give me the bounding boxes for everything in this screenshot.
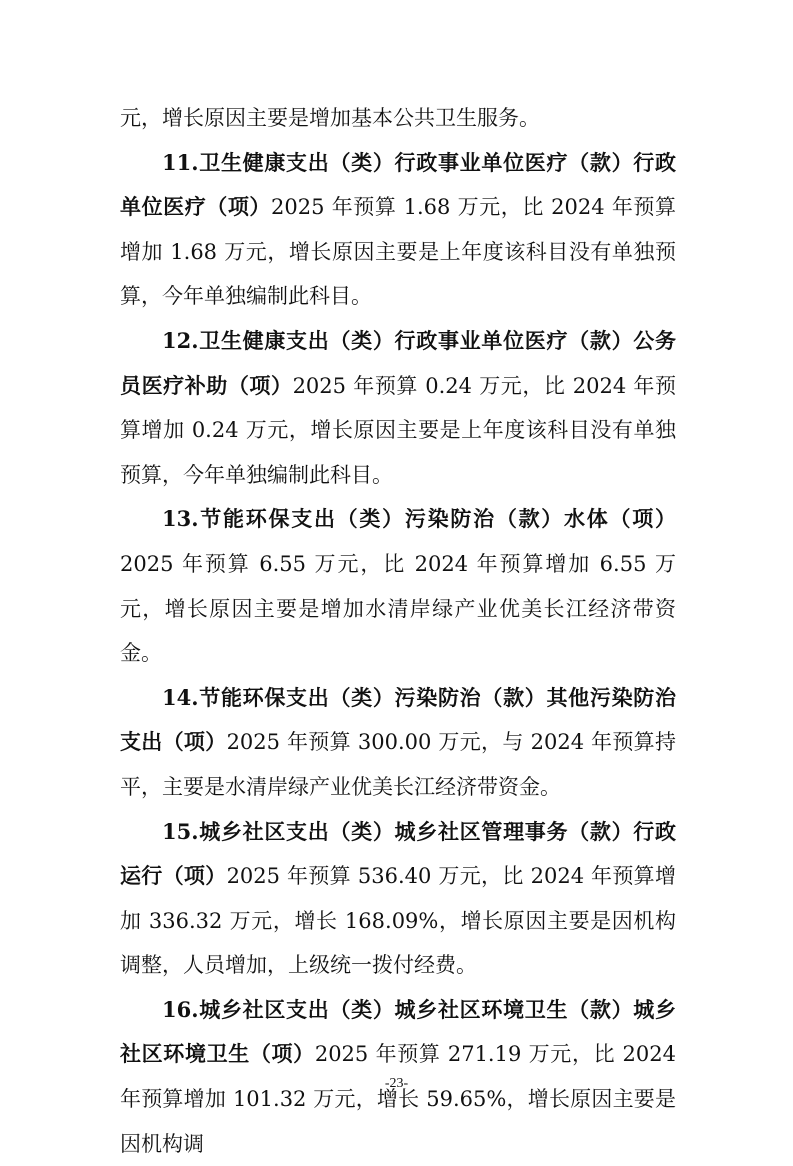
item-body: 2025 年预算 536.40 万元，比 2024 年预算增加 336.32 万元，增长 168.09%，增长原因主要是因机构调整，人员增加，上级统一拨付经费。: [120, 864, 676, 978]
item-body: 2025 年预算 0.24 万元，比 2024 年预算增加 0.24 万元，增长原因主要是上年度该科目没有单独预算，今年单独编制此科目。: [120, 373, 676, 487]
item-heading: 14.节能环保支出（类）污染防治（款）其他污染防治支出（项）: [120, 684, 676, 755]
item-body: 2025 年预算 1.68 万元，比 2024 年预算增加 1.68 万元，增长原因主要是上年度该科目没有单独预算，今年单独编制此科目。: [120, 195, 676, 309]
paragraph-item-11: [120, 141, 676, 319]
item-body: 2025 年预算 6.55 万元，比 2024 年预算增加 6.55 万元，增长原因主要是增加水清岸绿产业优美长江经济带资金。: [120, 551, 676, 666]
paragraph-item-12: [120, 319, 676, 497]
item-body: 2025 年预算 300.00 万元，与 2024 年预算持平，主要是水清岸绿产业优美长江经济带资金。: [120, 730, 676, 799]
item-heading: 11.卫生健康支出（类）行政事业单位医疗（款）行政单位医疗（项）: [120, 149, 676, 220]
item-heading: 13.节能环保支出（类）污染防治（款）水体（项）: [162, 506, 676, 532]
paragraph-item-14: [120, 676, 676, 810]
item-heading: 16.城乡社区支出（类）城乡社区环境卫生（款）城乡社区环境卫生（项）: [120, 996, 676, 1067]
item-body: 2025 年预算 271.19 万元，比 2024 年预算增加 101.32 万元，增长 59.65%，增长原因主要是因机构调: [120, 1042, 677, 1156]
paragraph-continuation: 元，增长原因主要是增加基本公共卫生服务。: [120, 106, 540, 130]
item-heading: 12.卫生健康支出（类）行政事业单位医疗（款）公务员医疗补助（项）: [120, 327, 676, 398]
item-heading: 15.城乡社区支出（类）城乡社区管理事务（款）行政运行（项）: [120, 818, 676, 889]
paragraph-item-15: [120, 810, 676, 988]
paragraph-item-13: [120, 497, 676, 675]
body-text: [120, 96, 676, 1166]
page-number: -23-: [384, 1076, 409, 1091]
